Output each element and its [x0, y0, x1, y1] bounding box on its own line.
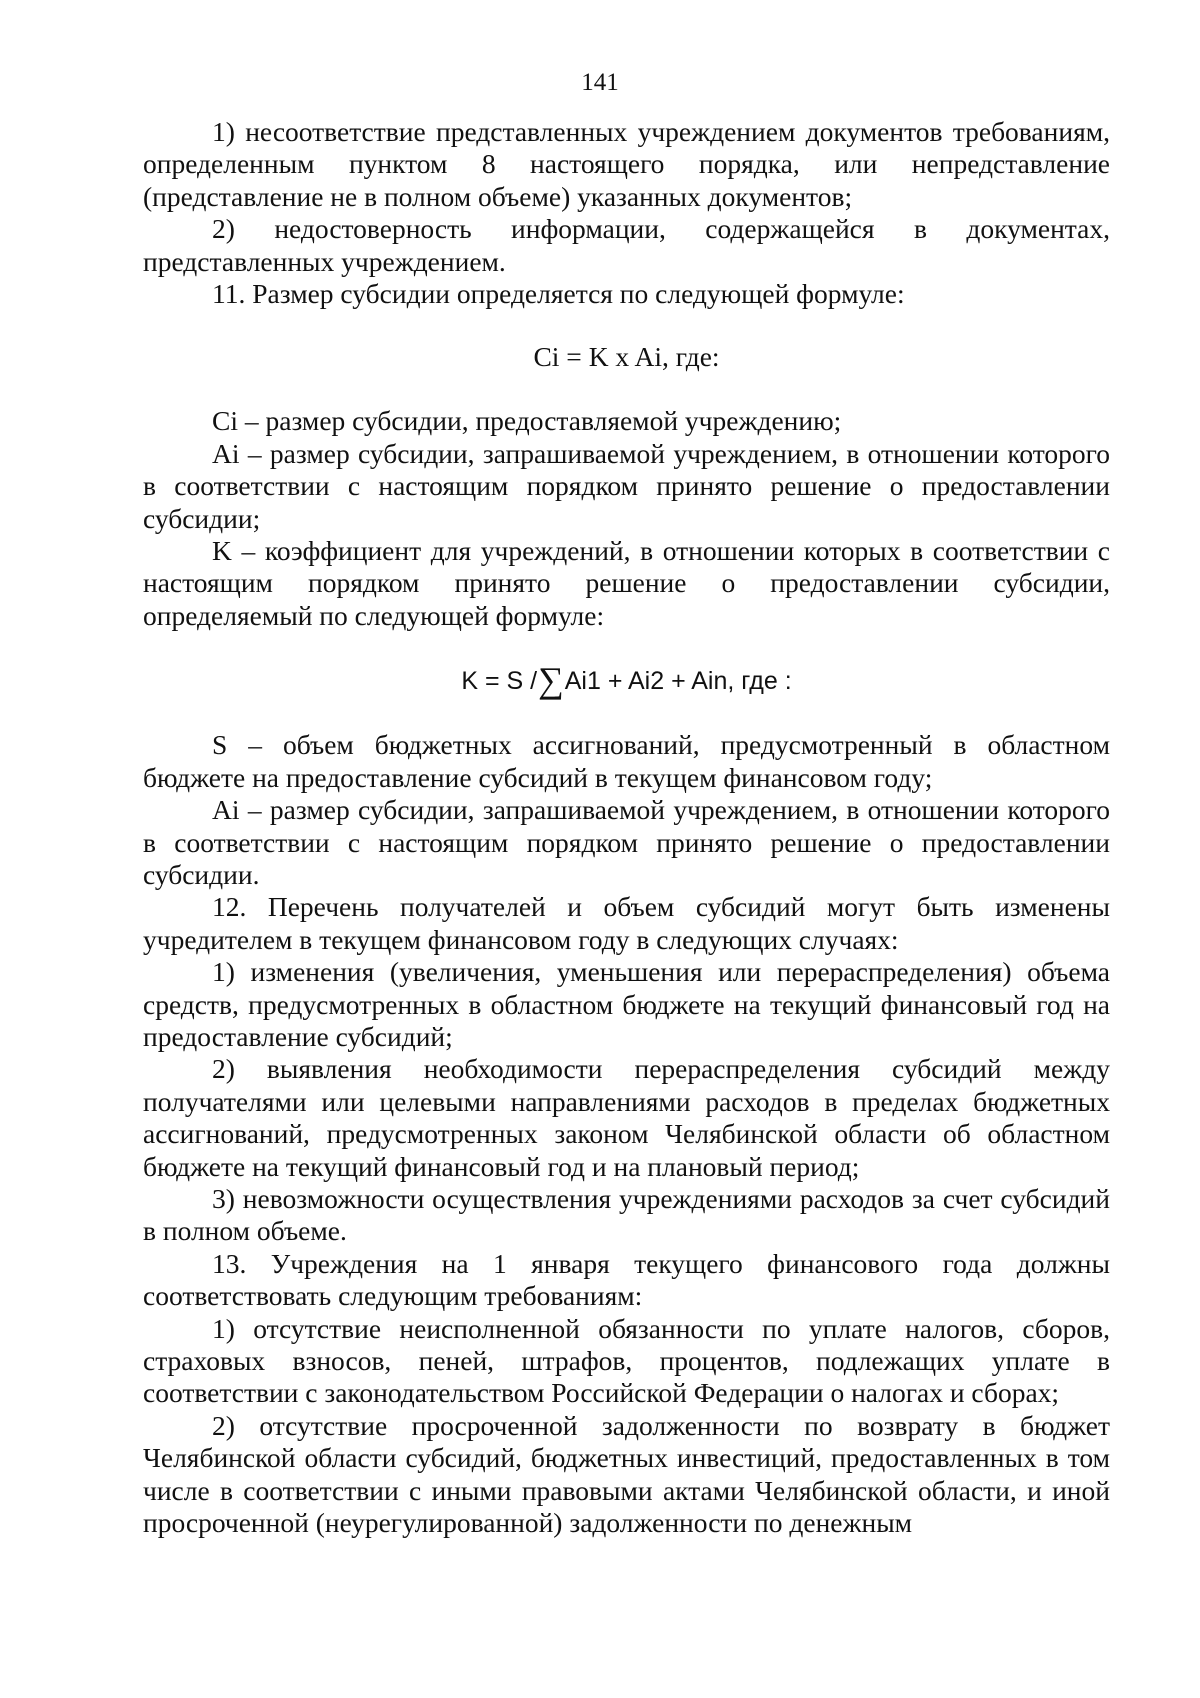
- formula-ci: Ci = K x Ai, где:: [533, 341, 720, 373]
- paragraph: S – объем бюджетных ассигнований, предусмотренный в областном бюджете на предоставление субсидий в текущем финансовом году;: [143, 729, 1110, 793]
- paragraph: 2) недостоверность информации, содержащейся в документах, представленных учреждением.: [143, 213, 1110, 277]
- paragraph: Ai – размер субсидии, запрашиваемой учреждением, в отношении которого в соответствии с настоящим порядком принято решение о предоставлении субсидии;: [143, 437, 1110, 534]
- paragraph: 3) невозможности осуществления учреждениями расходов за счет субсидий в полном объеме.: [143, 1182, 1110, 1247]
- paragraph: K – коэффициент для учреждений, в отношении которых в соответствии с настоящим порядком принято решение о предоставлении субсидии, определяемый по следующей формуле:: [143, 535, 1110, 631]
- formula-k: [143, 660, 1110, 701]
- paragraph: 12. Перечень получателей и объем субсидий могут быть изменены учредителем в текущем финансовом году в следующих случаях:: [143, 891, 1110, 955]
- paragraph: 2) выявления необходимости перераспределения субсидий между получателями или целевыми направлениями расходов в пределах бюджетных ассигнований, предусмотренных законом Челябинской области об областном бюджете на текущий финансовый год и на плановый период;: [143, 1053, 1110, 1182]
- formula-k-left: K = S /: [461, 667, 538, 696]
- paragraph: 1) отсутствие неисполненной обязанности по уплате налогов, сборов, страховых взносов, пеней, штрафов, процентов, подлежащих уплате в соответствии с законодательством Российской Федерации о налогах и сборах;: [143, 1312, 1110, 1409]
- paragraph: 13. Учреждения на 1 января текущего финансового года должны соответствовать следующим требованиям:: [143, 1247, 1110, 1312]
- paragraph: Ai – размер субсидии, запрашиваемой учреждением, в отношении которого в соответствии с настоящим порядком принято решение о предоставлении субсидии.: [143, 794, 1110, 890]
- sigma-symbol: ∑: [538, 660, 564, 701]
- paragraph: 1) изменения (увеличения, уменьшения или перераспределения) объема средств, предусмотренных в областном бюджете на текущий финансовый год на предоставление субсидий;: [143, 956, 1110, 1052]
- paragraph: Ci – размер субсидии, предоставляемой учреждению;: [212, 405, 842, 437]
- paragraph: 11. Размер субсидии определяется по следующей формуле:: [212, 278, 905, 310]
- formula-k-right: Ai1 + Ai2 + Ain, где :: [564, 667, 792, 696]
- paragraph: 2) отсутствие просроченной задолженности по возврату в бюджет Челябинской области субсидий, бюджетных инвестиций, предоставленных в том числе в соответствии с иными правовыми актами Челябинской области, и иной просроченной (неурегулированной) задолженности по денежным: [143, 1409, 1110, 1539]
- page-number: 141: [581, 69, 619, 96]
- document-body: [143, 116, 1110, 1539]
- paragraph: 1) несоответствие представленных учреждением документов требованиям, определенным пунктом 8 настоящего порядка, или непредставление (представление не в полном объеме) указанных документов;: [143, 116, 1110, 212]
